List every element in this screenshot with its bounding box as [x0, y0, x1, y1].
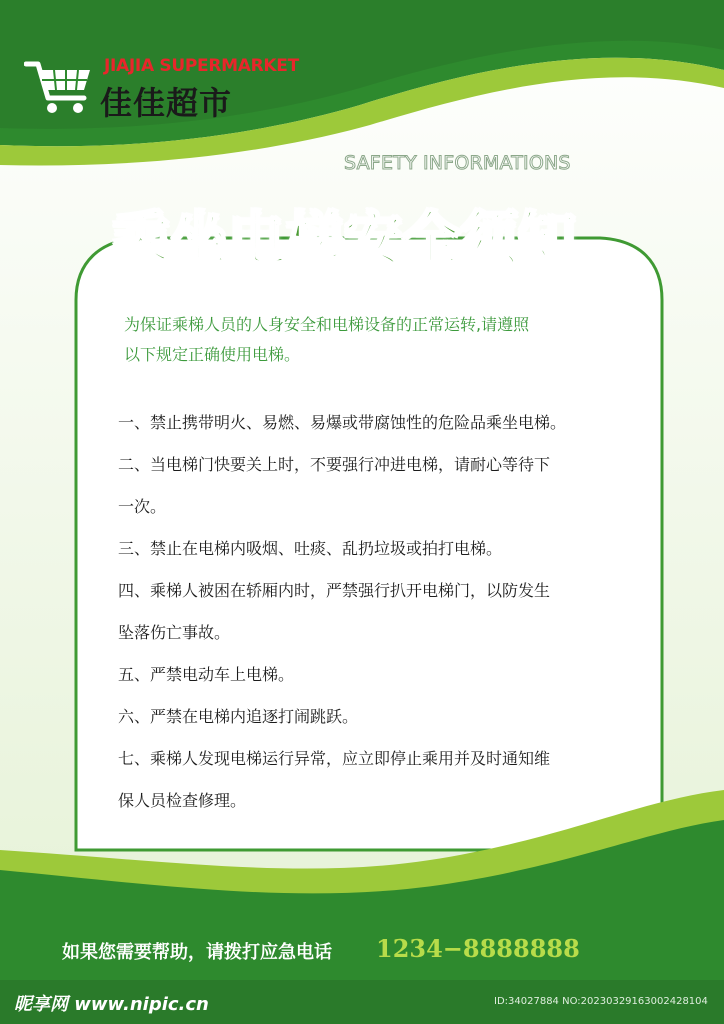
brand-name-cn: 佳佳超市 — [100, 84, 233, 122]
rule-line: 一次。 — [118, 497, 167, 516]
emergency-phone: 1234−8888888 — [376, 934, 580, 963]
rule-line: 七、乘梯人发现电梯运行异常，应立即停止乘用并及时通知维 — [118, 749, 551, 768]
rule-line: 坠落伤亡事故。 — [118, 623, 231, 642]
intro-line: 以下规定正确使用电梯。 — [124, 345, 301, 364]
shopping-cart-icon — [24, 58, 96, 118]
rule-line: 保人员检查修理。 — [118, 791, 247, 810]
rule-line: 三、禁止在电梯内吸烟、吐痰、乱扔垃圾或拍打电梯。 — [118, 539, 503, 558]
help-text: 如果您需要帮助，请拨打应急电话 — [62, 942, 332, 963]
rules-list — [118, 402, 638, 822]
intro-line: 为保证乘梯人员的人身安全和电梯设备的正常运转,请遵照 — [124, 315, 530, 334]
intro-text — [124, 310, 624, 370]
rule-line: 一、禁止携带明火、易燃、易爆或带腐蚀性的危险品乘坐电梯。 — [118, 413, 567, 432]
watermark-site: 昵享网 www.nipic.cn — [14, 994, 209, 1015]
poster-subtitle: SAFETY INFORMATIONS — [344, 152, 571, 174]
rule-line: 二、当电梯门快要关上时，不要强行冲进电梯，请耐心等待下 — [118, 455, 551, 474]
brand-name-en: JIAJIA SUPERMARKET — [104, 56, 299, 76]
rule-line: 五、严禁电动车上电梯。 — [118, 665, 295, 684]
rule-line: 四、乘梯人被困在轿厢内时，严禁强行扒开电梯门，以防发生 — [118, 581, 551, 600]
watermark-id: ID:34027884 NO:20230329163002428104 — [494, 996, 708, 1007]
rule-line: 六、严禁在电梯内追逐打闹跳跃。 — [118, 707, 359, 726]
poster-title: 乘坐电梯安全须知 — [112, 205, 577, 273]
